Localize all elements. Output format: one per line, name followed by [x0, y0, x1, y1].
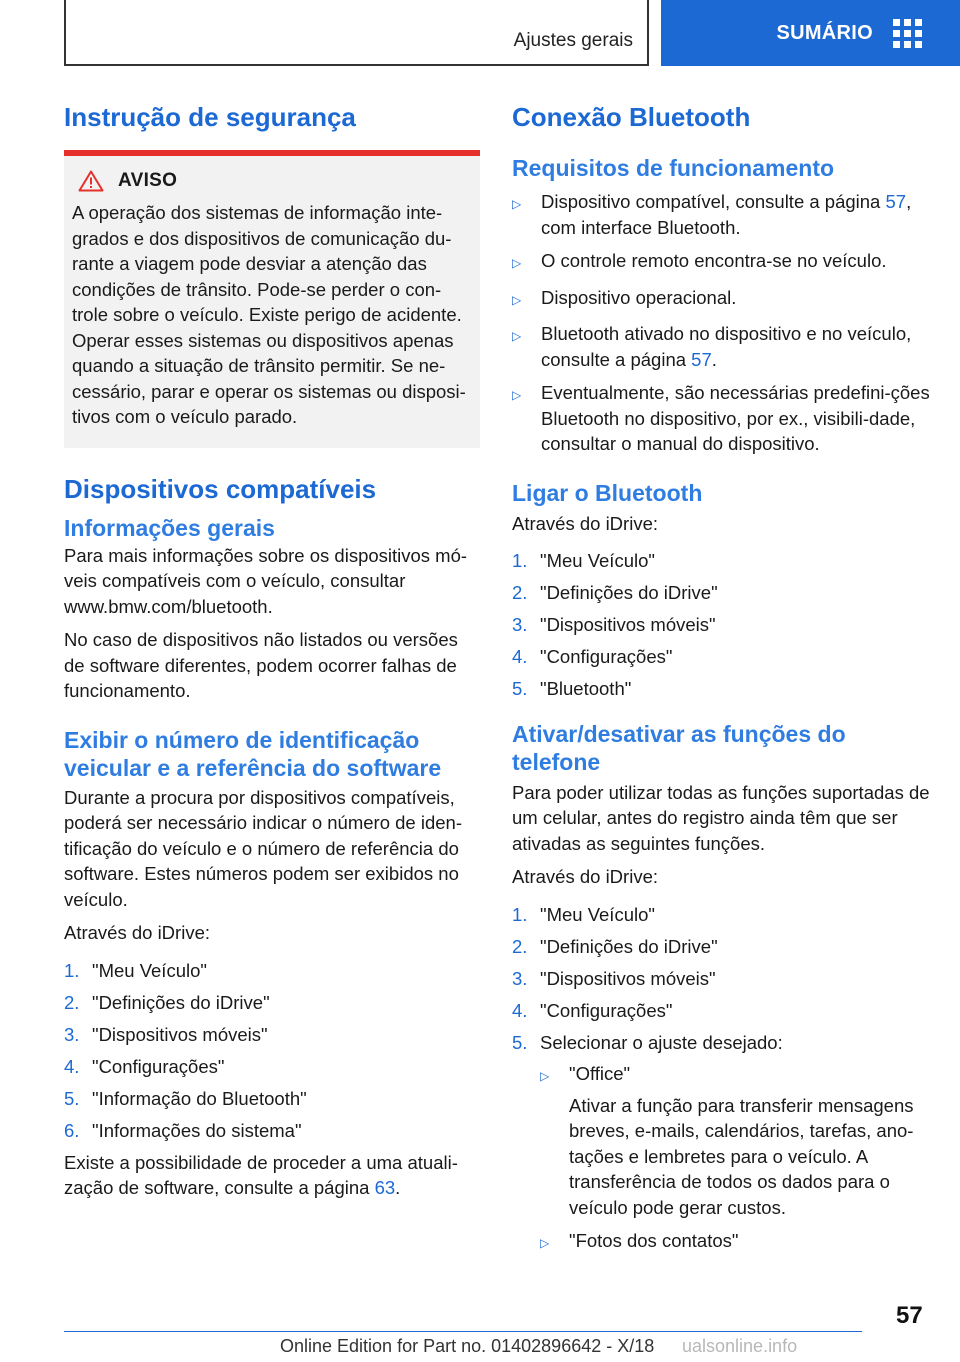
requirements-list: [512, 189, 930, 457]
list-item: [64, 1086, 480, 1112]
heading-general-info: Informações gerais: [64, 514, 275, 541]
left-column: [64, 100, 480, 1201]
step-text: "Meu Veículo": [540, 550, 655, 571]
sub-item-office-desc: Ativar a função para transferir mensagens breves, e-mails, calendários, tarefas, ano-tações e lembretes para o veículo. A transferência de todos os dados para o veículo pode gerar custos.: [569, 1094, 914, 1218]
page-number: 57: [896, 1302, 923, 1329]
step-text: "Informações do sistema": [92, 1119, 302, 1141]
step-number: 3.: [512, 614, 528, 635]
list-item: [512, 285, 930, 314]
step-text: "Definições do iDrive": [540, 582, 718, 603]
sub-item-photos: "Fotos dos contatos": [569, 1230, 739, 1251]
step-number: 1.: [512, 903, 528, 925]
page-link-57[interactable]: 57: [885, 191, 907, 212]
footer-edition: Online Edition for Part no. 01402896642 - X/18: [280, 1336, 655, 1356]
step-number: 4.: [512, 999, 528, 1021]
list-item: [512, 966, 930, 992]
list-item: [512, 902, 930, 928]
heading-compatible-devices: Dispositivos compatíveis: [64, 473, 377, 504]
step-number: 1.: [512, 550, 528, 571]
req-text: Dispositivo compatível, consulte a página: [541, 191, 886, 212]
phone-paragraph-1: Para poder utilizar todas as funções suportadas de um celular, antes do registro ainda têm que ser ativadas as seguintes funções.: [512, 781, 930, 854]
triangle-bullet-icon: ▷: [512, 292, 522, 307]
list-item: [64, 990, 480, 1016]
heading-bluetooth-connection: Conexão Bluetooth: [512, 102, 751, 132]
step-number: 2.: [512, 935, 528, 957]
turn-on-steps-list: [512, 548, 930, 702]
vin-paragraph-2: Através do iDrive:: [64, 922, 210, 943]
list-item: [512, 1030, 930, 1261]
list-item: [540, 1061, 930, 1220]
page-link-63[interactable]: 63: [374, 1177, 396, 1198]
heading-turn-on-bluetooth: Ligar o Bluetooth: [512, 479, 703, 506]
step-number: 2.: [512, 582, 528, 603]
step-text: "Bluetooth": [540, 678, 632, 699]
turn-on-intro: Através do iDrive:: [512, 512, 658, 534]
list-item: [64, 1118, 480, 1144]
step-text: "Dispositivos móveis": [540, 614, 716, 635]
step-text: Selecionar o ajuste desejado:: [540, 1031, 783, 1053]
step-text: "Definições do iDrive": [92, 991, 270, 1013]
warning-triangle-icon: [78, 170, 104, 192]
sub-item-office: "Office": [569, 1063, 631, 1084]
step-text: "Configurações": [540, 646, 673, 667]
footer-divider: [64, 1331, 862, 1332]
vin-steps-list: [64, 958, 480, 1144]
vin-paragraph-1: Durante a procura por dispositivos compatíveis, poderá ser necessário indicar o número de iden-tificação do veículo e o número de referência do software. Estes números podem ser exibidos no veículo.: [64, 786, 462, 910]
step-content: [540, 1030, 930, 1261]
step-text: "Meu Veículo": [92, 959, 207, 981]
triangle-bullet-icon: ▷: [512, 388, 522, 402]
list-item: [512, 934, 930, 960]
heading-phone-functions: Ativar/desativar as funções do telefone: [512, 720, 846, 775]
list-item: [512, 321, 930, 372]
list-item: [512, 998, 930, 1024]
step-number: 5.: [512, 1031, 528, 1053]
general-paragraph-2: No caso de dispositivos não listados ou versões de software diferentes, podem ocorrer falhas de funcionamento.: [64, 629, 458, 701]
summary-label: SUMÁRIO: [776, 21, 873, 44]
triangle-bullet-icon: ▷: [512, 329, 522, 343]
list-item: [512, 644, 930, 670]
list-item: [512, 548, 930, 574]
step-number: 5.: [64, 1087, 80, 1109]
step-text: "Configurações": [92, 1055, 225, 1077]
right-column: [512, 100, 930, 1267]
settings-sublist: [540, 1061, 930, 1257]
header-section-box: [64, 0, 649, 66]
req-text: Bluetooth ativado no dispositivo e no veículo, consulte a página: [541, 323, 912, 370]
step-number: 3.: [64, 1023, 80, 1045]
list-item: [64, 1054, 480, 1080]
req-text: O controle remoto encontra-se no veículo.: [541, 250, 887, 271]
warning-box: [64, 150, 480, 448]
page-link-57[interactable]: 57: [691, 348, 712, 370]
sub-item-content: [569, 1061, 930, 1220]
general-paragraph-1: Para mais informações sobre os dispositivos mó-veis compatíveis com o veículo, consultar www.bmw.com/bluetooth.: [64, 544, 468, 617]
step-number: 5.: [512, 678, 528, 699]
warning-title: AVISO: [118, 170, 178, 191]
header-section-title: Ajustes gerais: [513, 30, 633, 51]
update-end: .: [395, 1177, 401, 1198]
heading-vin-software: Exibir o número de identificação veicular e a referência do software: [64, 726, 442, 781]
list-item: [512, 380, 930, 457]
triangle-bullet-icon: ▷: [512, 197, 522, 211]
triangle-bullet-icon: ▷: [540, 1236, 550, 1250]
step-number: 6.: [64, 1119, 80, 1141]
list-item: [64, 1022, 480, 1048]
list-item: [540, 1228, 930, 1257]
req-text: Eventualmente, são necessárias predefini-ções Bluetooth no dispositivo, por ex., visibili-dade, consultar o manual do dispositivo.: [541, 382, 930, 454]
update-text: Existe a possibilidade de proceder a uma atuali-zação de software, consulte a página: [64, 1151, 458, 1198]
list-item: [512, 580, 930, 606]
footer-watermark: ualsonline.info: [682, 1336, 798, 1356]
step-number: 4.: [64, 1055, 80, 1077]
summary-button[interactable]: [661, 0, 960, 66]
step-number: 2.: [64, 991, 80, 1013]
phone-steps-list: [512, 902, 930, 1261]
step-number: 3.: [512, 967, 528, 989]
step-number: 4.: [512, 646, 528, 667]
step-text: "Meu Veículo": [540, 903, 655, 925]
phone-paragraph-2: Através do iDrive:: [512, 866, 658, 887]
triangle-bullet-icon: ▷: [540, 1069, 550, 1083]
step-text: "Dispositivos móveis": [540, 967, 716, 989]
step-text: "Informação do Bluetooth": [92, 1087, 307, 1109]
step-text: "Definições do iDrive": [540, 935, 718, 957]
step-text: "Configurações": [540, 999, 673, 1021]
step-number: 1.: [64, 959, 80, 981]
heading-safety: Instrução de segurança: [64, 102, 356, 132]
update-paragraph: [64, 1150, 480, 1201]
heading-requirements: Requisitos de funcionamento: [512, 155, 835, 181]
list-item: [512, 189, 930, 240]
warning-text: A operação dos sistemas de informação inte-grados e dos dispositivos de comunicação du-rante a viagem pode desviar a atenção das condições de trânsito. Pode-se perder o con-trole sobre o veículo. Existe perigo de acidente. Operar esses sistemas ou dispositivos apenas quando a situação de trânsito permitir. Se ne-cessário, parar e operar os sistemas ou disposi-tivos com o veículo parado.: [72, 202, 466, 427]
grid-menu-icon: [893, 19, 922, 48]
list-item: [64, 958, 480, 984]
req-text: Dispositivo operacional.: [541, 286, 737, 308]
req-after: .: [711, 348, 717, 370]
step-text: "Dispositivos móveis": [92, 1023, 268, 1045]
triangle-bullet-icon: ▷: [512, 256, 522, 270]
req-after: , com interface Bluetooth.: [541, 191, 912, 238]
list-item: [512, 612, 930, 638]
list-item: [512, 676, 930, 702]
warning-header: [78, 170, 470, 192]
list-item: [512, 248, 930, 277]
